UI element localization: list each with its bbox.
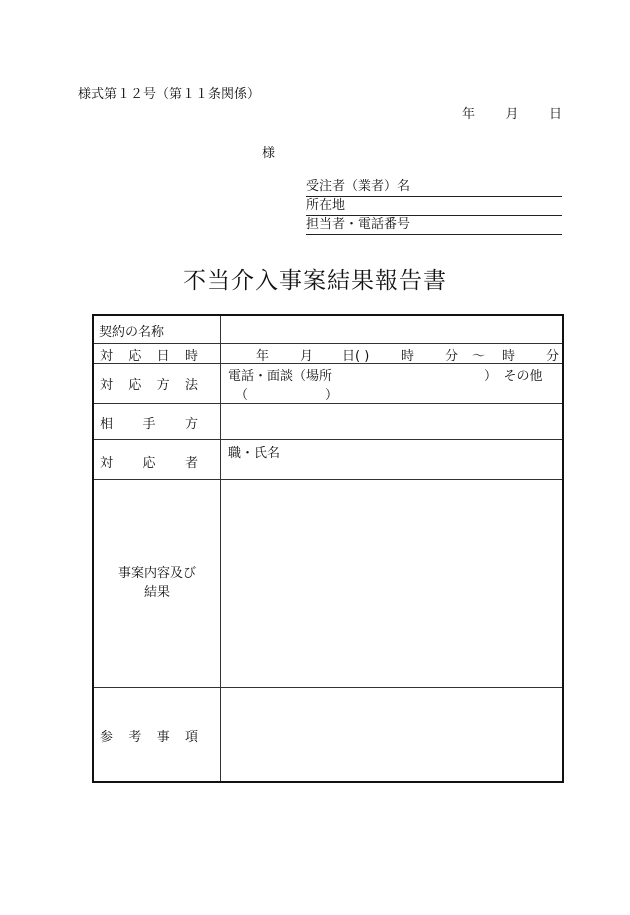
contact-line — [306, 216, 562, 235]
contract-name-label: 契約の名称 — [99, 325, 165, 340]
method-paren-close: ） — [325, 388, 339, 403]
datetime-month: 月 — [300, 349, 314, 364]
response-datetime-label — [100, 345, 198, 364]
contract-name-label-cell — [94, 316, 221, 343]
label-char: 対 — [100, 349, 114, 364]
details-label-line1: 事案内容及び — [117, 566, 196, 581]
label-char: 方 — [156, 378, 170, 393]
row-contract-name — [94, 316, 562, 344]
remarks-field[interactable] — [221, 688, 562, 781]
date-line — [462, 103, 562, 122]
counterparty-label-cell — [94, 404, 221, 439]
label-char: 手 — [142, 417, 156, 432]
date-year-label: 年 — [462, 107, 476, 122]
label-char: 対 — [100, 378, 114, 393]
datetime-tilde: 〜 — [472, 349, 486, 364]
row-response-method — [94, 364, 562, 404]
response-datetime-label-cell — [94, 344, 221, 363]
address-line — [306, 197, 562, 216]
method-other: ） その他 — [484, 369, 543, 384]
response-method-label-cell — [94, 364, 221, 403]
row-details — [94, 480, 562, 688]
label-char: 応 — [142, 456, 156, 471]
label-char: 方 — [184, 417, 198, 432]
label-char: 考 — [128, 730, 142, 745]
remarks-label — [100, 726, 198, 745]
contractor-name-line — [306, 178, 562, 197]
label-char: 参 — [100, 730, 114, 745]
row-counterparty — [94, 404, 562, 440]
date-day-label: 日 — [548, 107, 562, 122]
report-form-table — [92, 314, 564, 783]
response-method-field[interactable] — [221, 364, 562, 403]
label-char: 応 — [128, 378, 142, 393]
response-method-label — [100, 374, 198, 393]
responder-field[interactable] — [221, 440, 562, 479]
responder-label-cell — [94, 440, 221, 479]
response-datetime-field[interactable] — [221, 344, 562, 363]
details-label-line2: 結果 — [143, 585, 170, 600]
details-field[interactable] — [221, 480, 562, 687]
document-title: 不当介入事案結果報告書 — [183, 268, 447, 294]
label-char: 応 — [128, 349, 142, 364]
datetime-minute: 分 — [445, 349, 459, 364]
label-char: 対 — [100, 456, 114, 471]
label-char: 者 — [184, 456, 198, 471]
details-label-cell — [94, 480, 221, 687]
datetime-day: 日( ) — [342, 349, 370, 364]
remarks-label-cell — [94, 688, 221, 781]
row-remarks — [94, 688, 562, 781]
label-char: 日 — [156, 349, 170, 364]
datetime-year: 年 — [256, 349, 270, 364]
datetime-hour: 時 — [401, 349, 415, 364]
counterparty-field[interactable] — [221, 404, 562, 439]
method-paren-open: （ — [235, 388, 249, 403]
contract-name-field[interactable] — [221, 316, 562, 343]
responder-title-name: 職・氏名 — [228, 446, 281, 461]
datetime-minute-end: 分 — [546, 349, 560, 364]
method-phone-meeting: 電話・面談（場所 — [228, 369, 333, 384]
addressee-suffix: 様 — [262, 146, 276, 161]
address-label: 所在地 — [306, 198, 346, 213]
date-month-label: 月 — [505, 107, 519, 122]
contact-label: 担当者・電話番号 — [306, 217, 411, 232]
label-char: 項 — [184, 730, 198, 745]
responder-label — [100, 452, 198, 471]
label-char: 法 — [184, 378, 198, 393]
label-char: 相 — [100, 417, 114, 432]
label-char: 時 — [184, 349, 198, 364]
form-number: 様式第１２号（第１１条関係） — [78, 87, 261, 102]
datetime-hour-end: 時 — [502, 349, 516, 364]
row-responder — [94, 440, 562, 480]
counterparty-label — [100, 413, 198, 432]
row-response-datetime — [94, 344, 562, 364]
contractor-name-label: 受注者（業者）名 — [306, 179, 411, 194]
label-char: 事 — [156, 730, 170, 745]
